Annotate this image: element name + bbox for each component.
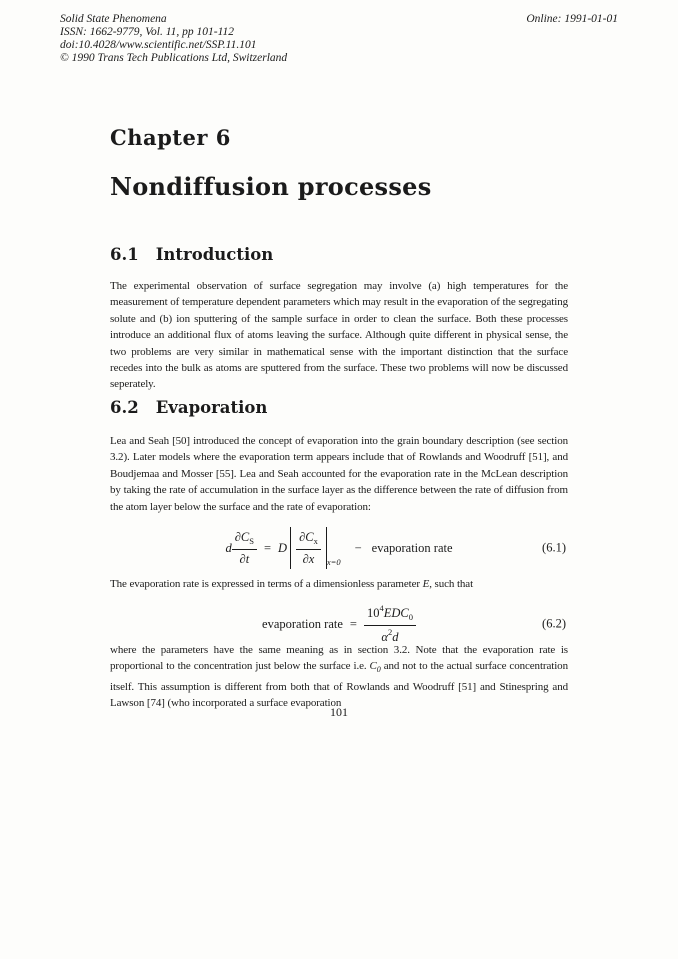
eq61-number: (6.1)	[542, 540, 566, 555]
eq61-minus-sign: −	[354, 540, 362, 555]
eq61-evaluation-subscript: x=0	[326, 557, 341, 567]
publication-header	[60, 13, 287, 65]
equation-6-1	[110, 528, 568, 568]
concentration-C0-symbol	[369, 660, 381, 675]
section-61-heading	[110, 245, 273, 264]
chapter-label: Chapter 6	[110, 125, 231, 150]
between-text-after: , such that	[429, 578, 474, 590]
section-61-number: 6.1	[110, 245, 139, 264]
C0-subscript: 0	[376, 665, 381, 675]
eq62-num-subscript: 0	[408, 611, 413, 622]
C0-main: C	[369, 660, 377, 673]
between-text-before: The evaporation rate is expressed in terms of a dimensionless parameter	[110, 578, 423, 590]
eq61-rhs-numerator: ∂C	[299, 529, 314, 544]
equation-6-2	[110, 600, 568, 648]
eq62-fraction	[364, 604, 416, 644]
eq61-rhs-num-sub: x	[313, 535, 318, 546]
parameter-E-symbol: E	[422, 578, 430, 590]
chapter-title: Nondiffusion processes	[110, 172, 432, 201]
eq61-diffusion-coefficient: D	[278, 540, 288, 555]
eq62-num-exponent: 4	[379, 602, 384, 613]
between-equations-text	[110, 576, 568, 592]
eq61-evaluated-derivative	[290, 527, 327, 569]
eq61-equals: =	[263, 540, 272, 555]
section-62-paragraph-1: Lea and Seah [50] introduced the concept of evaporation into the grain boundary description (see section 3.2). Later models where the evaporation term appears include that of Rowlands and Woodruff [51], and Boudjemaa and Mosser [55]. Lea and Seah accounted for the evaporation rate in the McLean description by taking the rate of accumulation in the surface layer as the difference between the rate of diffusion from the atom layer below the surface and the rate of evaporation:	[110, 435, 568, 513]
eq61-coefficient: d	[225, 540, 232, 555]
eq62-lhs-label: evaporation rate	[262, 616, 343, 631]
section-61-paragraph: The experimental observation of surface segregation may involve (a) high temperatures for the measurement of temperature dependent parameters which may result in the evaporation of the segregating solute and (b) ion sputtering of the sample surface in order to clean the surface. Both these processes introduce an additional flux of atoms leaving the surface. Although quite different in physical sense, the two problems are very similar in mathematical sense with the important distinction that the surface recedes into the bulk as atoms are sputtered from the surface. These two problems will now be discussed seperately.	[110, 280, 568, 391]
eq61-rate-label: evaporation rate	[371, 540, 453, 555]
copyright-line: © 1990 Trans Tech Publications Ltd, Switzerland	[60, 52, 288, 64]
section-62-heading	[110, 398, 267, 417]
eq61-lhs-denominator: ∂t	[239, 551, 250, 566]
issn-line: ISSN: 1662-9779, Vol. 11, pp 101-112	[60, 26, 234, 38]
eq62-den-alpha: α	[381, 629, 388, 644]
eq61-rhs-denominator: ∂x	[302, 551, 315, 566]
section-61-title: Introduction	[155, 245, 274, 264]
eq62-number: (6.2)	[542, 616, 566, 631]
section-62-paragraph-2	[110, 642, 568, 712]
eq62-equals: =	[349, 616, 357, 631]
page-number: 101	[330, 705, 348, 719]
eq62-den-d: d	[392, 629, 399, 644]
eq62-den-exponent: 2	[387, 626, 393, 637]
paragraph2-text-after: and not to the actual surface concentration itself. This assumption is different from both that of Rowlands and Woodruff [51] and Stinespring and Lawson [74] (who incorporated a surface evaporation	[110, 660, 568, 710]
eq61-lhs-numerator: ∂C	[234, 529, 250, 544]
eq62-num-base: 10	[366, 605, 380, 620]
eq61-lhs-fraction	[232, 530, 257, 566]
section-62-number: 6.2	[110, 398, 139, 417]
eq62-num-variables: EDC	[383, 605, 409, 620]
section-62-title: Evaporation	[155, 398, 268, 417]
doi-line: doi:10.4028/www.scientific.net/SSP.11.101	[60, 39, 257, 51]
online-date: Online: 1991-01-01	[526, 13, 618, 25]
paragraph2-text-before: where the parameters have the same meaning as in section 3.2. Note that the evaporation rate is proportional to the concentration just below the surface i.e.	[110, 644, 568, 673]
journal-title: Solid State Phenomena	[60, 13, 167, 25]
eq61-lhs-num-sub: S	[249, 535, 254, 546]
